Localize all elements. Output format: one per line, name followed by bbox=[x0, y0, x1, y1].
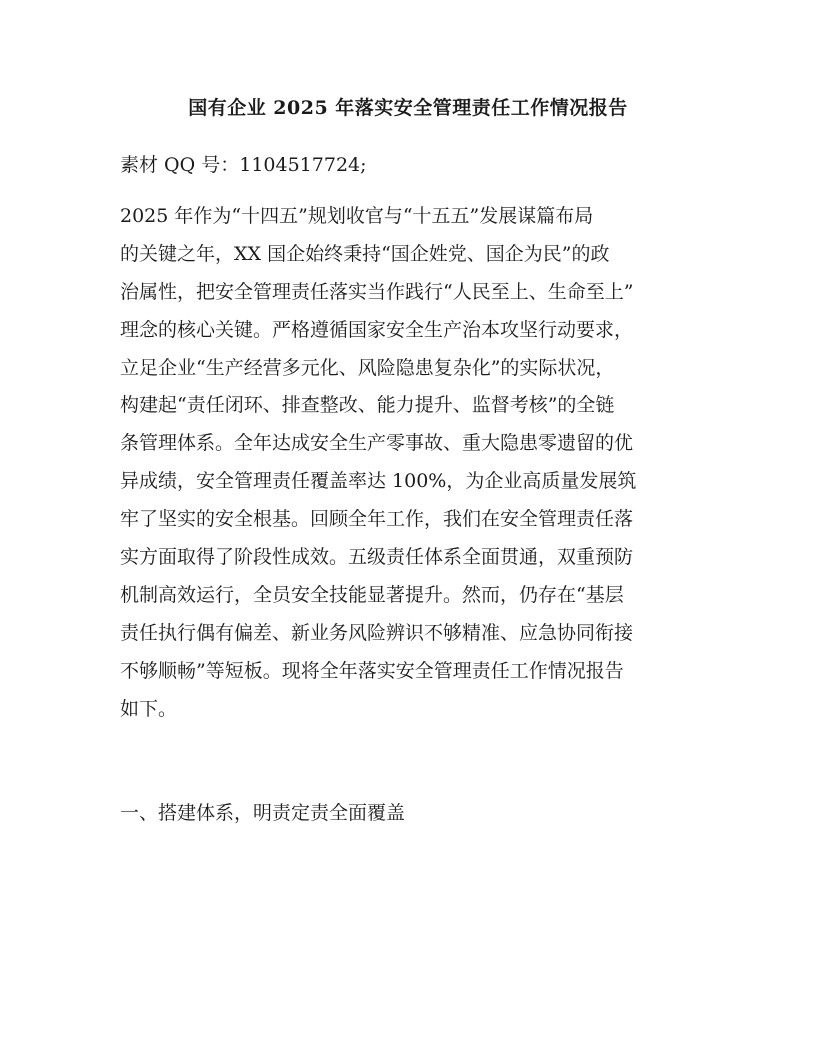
paragraph-line: 的关键之年，XX 国企始终秉持“国企姓党、国企为民”的政 bbox=[120, 242, 610, 265]
paragraph-line: 不够顺畅”等短板。现将全年落实安全管理责任工作情况报告 bbox=[120, 659, 624, 682]
paragraph-line: 实方面取得了阶段性成效。五级责任体系全面贯通，双重预防 bbox=[120, 546, 634, 569]
section-heading: 一、搭建体系，明责定责全面覆盖 bbox=[120, 802, 406, 824]
paragraph-line: 治属性，把安全管理责任落实当作践行“人民至上、生命至上” bbox=[120, 280, 634, 303]
paragraph-line: 条管理体系。全年达成安全生产零事故、重大隐患零遗留的优 bbox=[120, 432, 634, 455]
paragraph-line: 2025 年作为“十四五”规划收官与“十五五”发展谋篇布局 bbox=[120, 205, 594, 227]
document-title: 国有企业 2025 年落实安全管理责任工作情况报告 bbox=[188, 97, 628, 119]
qq-number-line: 素材 QQ 号：1104517724; bbox=[120, 154, 367, 176]
paragraph-line: 责任执行偶有偏差、新业务风险辨识不够精准、应急协同衔接 bbox=[120, 621, 634, 644]
paragraph-line: 理念的核心关键。严格遵循国家安全生产治本攻坚行动要求， bbox=[120, 318, 634, 341]
paragraph-line: 如下。 bbox=[120, 697, 178, 720]
paragraph-line: 立足企业“生产经营多元化、风险隐患复杂化”的实际状况， bbox=[120, 356, 615, 379]
paragraph-line: 牢了坚实的安全根基。回顾全年工作，我们在安全管理责任落 bbox=[120, 508, 634, 531]
paragraph-line: 异成绩，安全管理责任覆盖率达 100%，为企业高质量发展筑 bbox=[120, 470, 637, 493]
intro-paragraph bbox=[120, 198, 720, 728]
paragraph-line: 机制高效运行，全员安全技能显著提升。然而，仍存在“基层 bbox=[120, 583, 624, 606]
paragraph-line: 构建起“责任闭环、排查整改、能力提升、监督考核”的全链 bbox=[120, 394, 615, 417]
